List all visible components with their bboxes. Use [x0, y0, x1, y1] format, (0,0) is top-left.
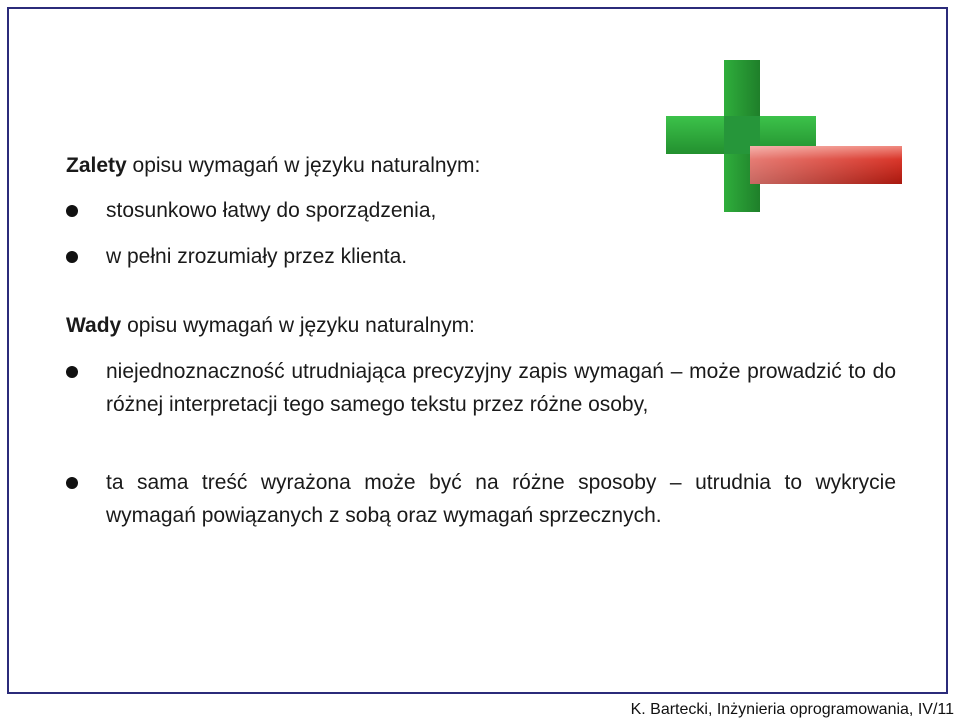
- minus-bar-highlight: [750, 146, 902, 184]
- advantage-text: stosunkowo łatwy do sporządzenia,: [106, 199, 437, 222]
- plus-minus-icon: [666, 60, 902, 212]
- list-item: [66, 466, 896, 532]
- advantages-heading: [66, 154, 480, 178]
- advantages-heading-text: opisu wymagań w języku naturalnym:: [126, 154, 481, 177]
- bullet-icon: [66, 205, 78, 217]
- list-item: [66, 355, 896, 455]
- disadvantages-heading: [66, 314, 475, 338]
- disadvantage-text: ta sama treść wyrażona może być na różne sposoby – utrudnia to wykrycie wymagań powiązanych z sobą oraz wymagań sprzecznych.: [106, 471, 896, 527]
- advantages-heading-keyword: Zalety: [66, 154, 127, 177]
- disadvantages-heading-keyword: Wady: [66, 314, 122, 337]
- footer: K. Bartecki, Inżynieria oprogramowania, IV/11: [630, 701, 954, 718]
- bullet-icon: [66, 477, 78, 489]
- advantage-text: w pełni zrozumiały przez klienta.: [106, 245, 408, 268]
- bullet-icon: [66, 251, 78, 263]
- bullet-icon: [66, 366, 78, 378]
- disadvantage-text: niejednoznaczność utrudniająca precyzyjny zapis wymagań – może prowadzić to do różnej interpretacji tego samego tekstu przez różne osoby,: [106, 360, 896, 416]
- disadvantages-heading-text: opisu wymagań w języku naturalnym:: [121, 314, 475, 337]
- list-item: [66, 194, 896, 227]
- list-item: [66, 240, 896, 273]
